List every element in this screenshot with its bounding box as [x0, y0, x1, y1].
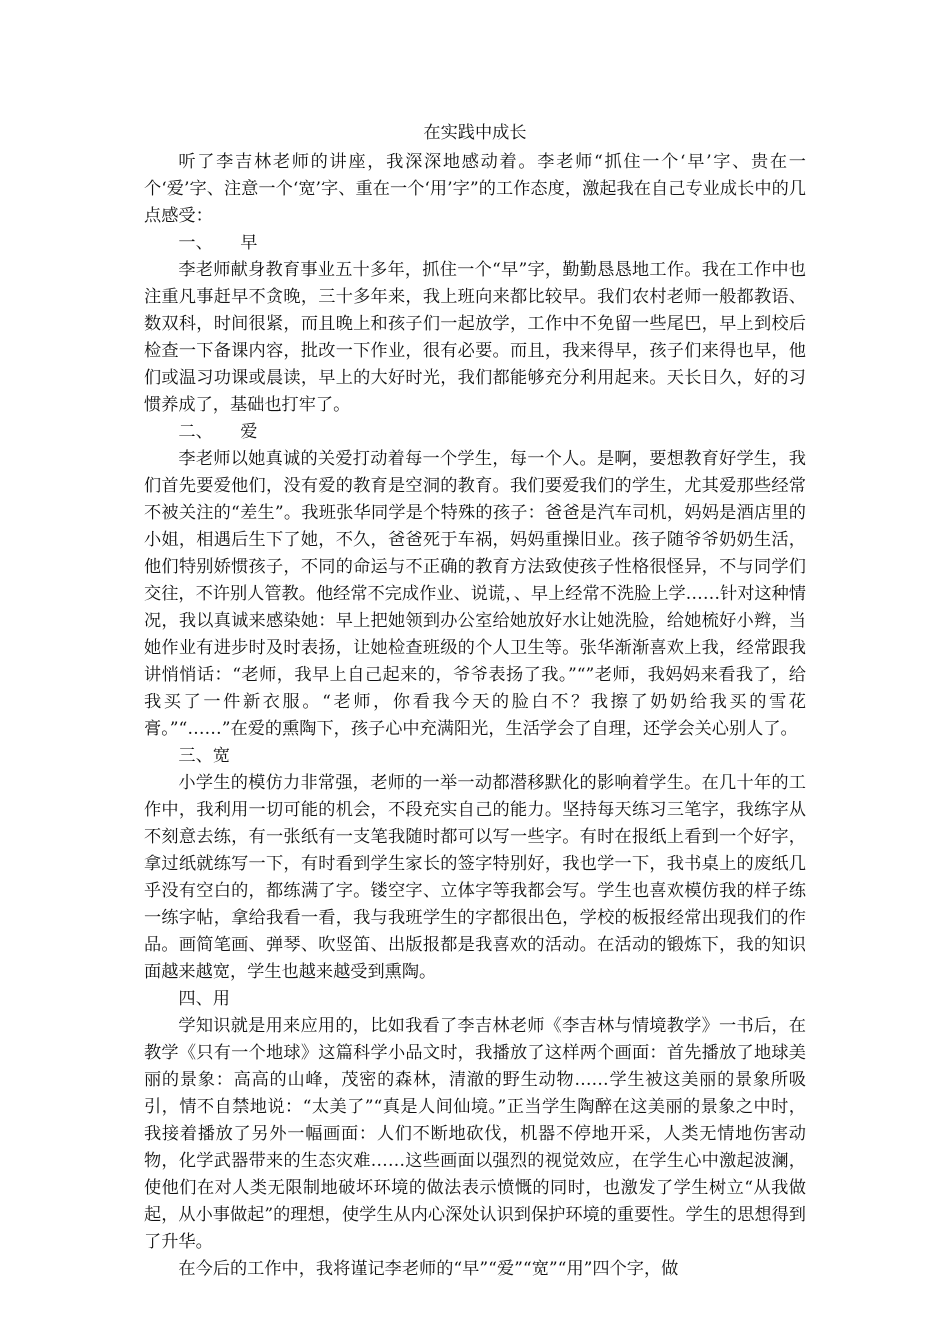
section-heading-kuan	[144, 743, 806, 770]
section-heading-zao	[144, 230, 806, 257]
section-number: 四、	[178, 989, 213, 1009]
section-number: 一、	[178, 233, 213, 253]
section-number: 三、	[178, 746, 213, 766]
section-body-yong: 学知识就是用来应用的，比如我看了李吉林老师《李吉林与情境教学》一书后，在教学《只有一个地球》这篇科学小品文时，我播放了这样两个画面：首先播放了地球美丽的景象：高高的山峰，茂密的森林，清澈的野生动物……学生被这美丽的景象所吸引，情不自禁地说：“太美了”“真是人间仙境。”正当学生陶醉在这美丽的景象之中时，我接着播放了另外一幅画面：人们不断地砍伐，机器不停地开采，人类无情地伤害动物，化学武器带来的生态灾难……这些画面以强烈的视觉效应，在学生心中激起波澜，使他们在对人类无限制地破坏环境的做法表示愤慨的同时，也激发了学生树立“从我做起，从小事做起”的理想，使学生从内心深处认识到保护环境的重要性。学生的思想得到了升华。	[144, 1016, 806, 1252]
section-number: 二、	[178, 422, 213, 442]
section-word: 宽	[212, 746, 230, 766]
intro-paragraph: 听了李吉林老师的讲座，我深深地感动着。李老师“抓住一个‘早’字、贵在一个‘爱’字、注意一个‘宽’字、重在一个‘用’字”的工作态度，激起我在自己专业成长中的几点感受：	[144, 152, 806, 226]
section-heading-yong	[144, 986, 806, 1013]
section-word: 爱	[240, 422, 258, 442]
document-title: 在实践中成长	[423, 123, 527, 143]
section-word: 早	[240, 233, 258, 253]
closing-paragraph: 在今后的工作中，我将谨记李老师的“早”“爱”“宽”“用”四个字，做	[178, 1259, 679, 1279]
section-body-kuan: 小学生的模仿力非常强，老师的一举一动都潜移默化的影响着学生。在几十年的工作中，我利用一切可能的机会，不段充实自己的能力。坚持每天练习三笔字，我练字从不刻意去练，有一张纸有一支笔我随时都可以写一些字。有时在报纸上看到一个好字，拿过纸就练写一下，有时看到学生家长的签字特别好，我也学一下，我书桌上的废纸几乎没有空白的，都练满了字。镂空字、立体字等我都会写。学生也喜欢模仿我的样子练一练字帖，拿给我看一看，我与我班学生的字都很出色，学校的板报经常出现我们的作品。画简笔画、弹琴、吹竖笛、出版报都是我喜欢的活动。在活动的锻炼下，我的知识面越来越宽，学生也越来越受到熏陶。	[144, 773, 806, 982]
section-heading-ai	[144, 419, 806, 446]
section-body-ai: 李老师以她真诚的关爱打动着每一个学生，每一个人。是啊，要想教育好学生，我们首先要爱他们，没有爱的教育是空洞的教育。我们要爱我们的学生，尤其爱那些经常不被关注的“差生”。我班张华同学是个特殊的孩子：爸爸是汽车司机，妈妈是酒店里的小姐，相遇后生下了她，不久，爸爸死于车祸，妈妈重操旧业。孩子随爷爷奶奶生活，他们特别娇惯孩子，不同的命运与不正确的教育方法致使孩子性格很怪异，不与同学们交往，不许别人管教。他经常不完成作业、说谎，、早上经常不洗脸上学……针对这种情况，我以真诚来感染她：早上把她领到办公室给她放好水让她洗脸，给她梳好小辫，当她作业有进步时及时表扬，让她检查班级的个人卫生等。张华渐渐喜欢上我，经常跟我讲悄悄话：“老师，我早上自己起来的，爷爷表扬了我。”“”老师，我妈妈来看我了，给我买了一件新衣服。“老师，你看我今天的脸白不？我擦了奶奶给我买的雪花膏。”“……”在爱的熏陶下，孩子心中充满阳光，生活学会了自理，还学会关心别人了。	[144, 449, 806, 739]
document-page	[144, 120, 806, 1283]
section-body-zao: 李老师献身教育事业五十多年，抓住一个“早”字，勤勤恳恳地工作。我在工作中也注重凡事赶早不贪晚，三十多年来，我上班向来都比较早。我们农村老师一般都教语、数双科，时间很紧，而且晚上和孩子们一起放学，工作中不免留一些尾巴，早上到校后检查一下备课内容，批改一下作业，很有必要。而且，我来得早，孩子们来得也早，他们或温习功课或晨读，早上的大好时光，我们都能够充分利用起来。天长日久，好的习惯养成了，基础也打牢了。	[144, 260, 806, 415]
section-word: 用	[212, 989, 230, 1009]
